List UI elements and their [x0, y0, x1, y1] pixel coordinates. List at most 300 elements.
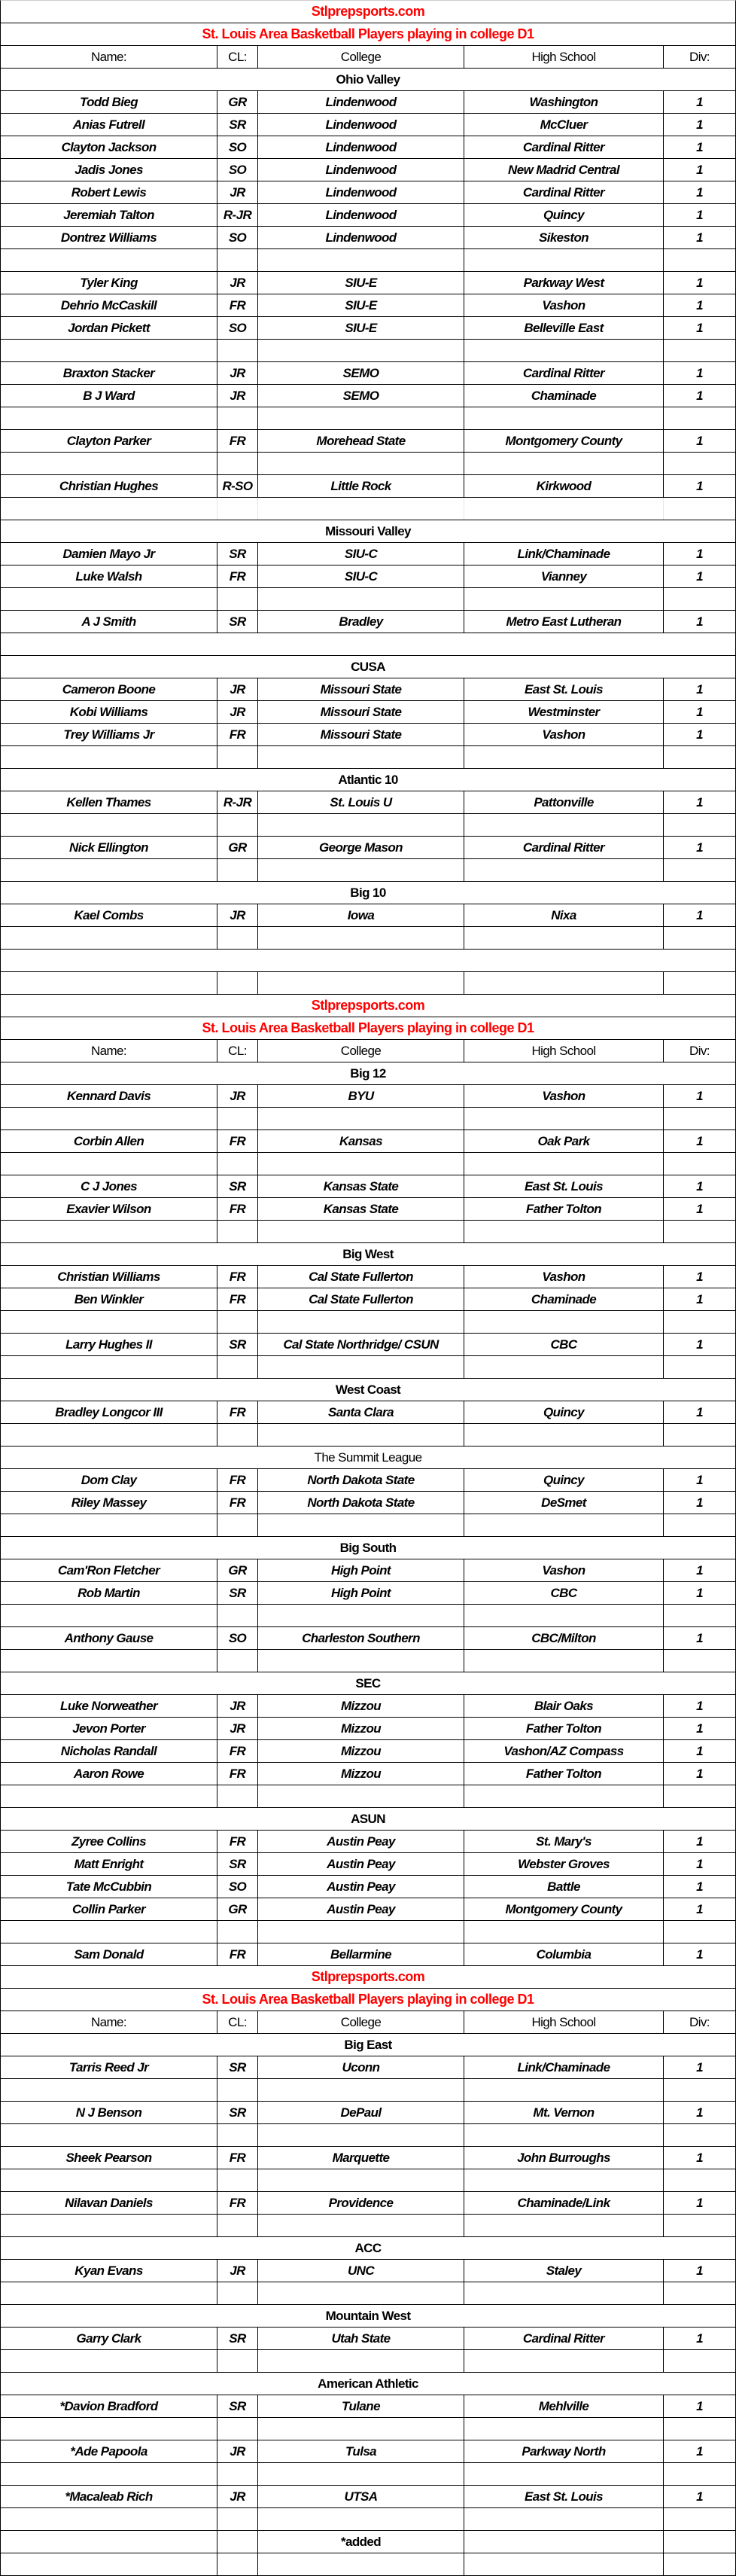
- player-row: [1, 159, 735, 181]
- player-college: Cal State Fullerton: [258, 1288, 464, 1310]
- column-header-div: Div:: [689, 2014, 710, 2029]
- player-name: Garry Clark: [1, 2328, 217, 2349]
- conference-name: Big 10: [350, 885, 386, 900]
- empty-cell: [664, 1650, 735, 1672]
- column-header-college: College: [258, 2011, 464, 2033]
- player-hs: Cardinal Ritter: [464, 2328, 664, 2349]
- player-cl: R-JR: [217, 791, 258, 813]
- conference-heading-row: [1, 1672, 735, 1695]
- player-row: [1, 317, 735, 340]
- player-name: Bradley Longcor III: [1, 1401, 217, 1423]
- player-hs: New Madrid Central: [464, 159, 664, 181]
- player-row: [1, 1853, 735, 1876]
- blank-row: [1, 2418, 735, 2440]
- empty-cell: [664, 1785, 735, 1807]
- empty-cell: [664, 1221, 735, 1242]
- player-name: Nilavan Daniels: [1, 2192, 217, 2214]
- player-row: [1, 1695, 735, 1718]
- conference-heading-row: [1, 882, 735, 904]
- player-div: 1: [696, 1834, 703, 1849]
- empty-cell: [664, 1108, 735, 1129]
- player-hs: Chaminade: [464, 1288, 664, 1310]
- empty-cell: [1, 588, 217, 610]
- blank-row: [1, 1424, 735, 1447]
- empty-cell: [464, 453, 664, 474]
- blank-row: [1, 2508, 735, 2531]
- player-college: Austin Peay: [258, 1831, 464, 1852]
- empty-cell: [664, 2350, 735, 2372]
- player-hs: Washington: [464, 91, 664, 113]
- player-name: Larry Hughes II: [1, 1334, 217, 1355]
- blank-row: [1, 1356, 735, 1379]
- empty-cell: [1, 249, 217, 271]
- empty-cell: [217, 407, 258, 429]
- player-row: [1, 611, 735, 633]
- player-college: UNC: [258, 2260, 464, 2282]
- empty-cell: [464, 972, 664, 994]
- empty-cell: [1, 2531, 217, 2553]
- player-cl: JR: [217, 1718, 258, 1739]
- empty-cell: [464, 2418, 664, 2440]
- blank-row: [1, 2215, 735, 2237]
- player-name: Anias Futrell: [1, 114, 217, 136]
- empty-cell: [258, 249, 464, 271]
- player-name: Nick Ellington: [1, 837, 217, 858]
- player-row: [1, 1334, 735, 1356]
- player-row: [1, 385, 735, 407]
- player-name: B J Ward: [1, 385, 217, 407]
- player-row: [1, 1266, 735, 1288]
- player-hs: Columbia: [464, 1943, 664, 1965]
- empty-cell: [258, 340, 464, 361]
- player-row: [1, 430, 735, 453]
- player-div: 1: [696, 614, 703, 629]
- player-name: Kael Combs: [1, 904, 217, 926]
- sheet-subtitle-row: [1, 23, 735, 46]
- empty-cell: [258, 2124, 464, 2146]
- player-div: 1: [696, 2443, 703, 2459]
- player-college: George Mason: [258, 837, 464, 858]
- player-row: [1, 272, 735, 294]
- empty-cell: [1, 2418, 217, 2440]
- empty-cell: [258, 453, 464, 474]
- player-college: Lindenwood: [258, 114, 464, 136]
- empty-cell: [217, 2124, 258, 2146]
- player-row: [1, 181, 735, 204]
- empty-cell: [664, 814, 735, 836]
- player-row: [1, 294, 735, 317]
- player-row: [1, 2328, 735, 2350]
- player-div: 1: [696, 546, 703, 561]
- player-cl: FR: [217, 566, 258, 587]
- column-header-div: Div:: [689, 49, 710, 64]
- player-cl: JR: [217, 362, 258, 384]
- empty-cell: [1, 950, 735, 971]
- player-name: Kobi Williams: [1, 701, 217, 723]
- player-name: Trey Williams Jr: [1, 724, 217, 745]
- blank-row: [1, 1311, 735, 1334]
- conference-name: Atlantic 10: [338, 772, 398, 787]
- player-name: Collin Parker: [1, 1898, 217, 1920]
- empty-cell: [664, 927, 735, 949]
- empty-cell: [258, 2350, 464, 2372]
- player-hs: East St. Louis: [464, 1175, 664, 1197]
- player-college: High Point: [258, 1559, 464, 1581]
- player-cl: FR: [217, 1763, 258, 1785]
- conference-heading-row: [1, 1062, 735, 1085]
- empty-cell: [1, 1356, 217, 1378]
- empty-cell: [664, 1153, 735, 1175]
- player-name: Damien Mayo Jr: [1, 543, 217, 565]
- player-cl: JR: [217, 2440, 258, 2462]
- player-cl: SR: [217, 611, 258, 633]
- player-div: 1: [696, 1721, 703, 1736]
- player-row: [1, 1831, 735, 1853]
- empty-cell: [664, 1605, 735, 1626]
- player-cl: FR: [217, 1266, 258, 1288]
- player-div: 1: [696, 569, 703, 584]
- empty-cell: [464, 2531, 664, 2553]
- player-name: Braxton Stacker: [1, 362, 217, 384]
- player-div: 1: [696, 1946, 703, 1962]
- player-hs: Vashon: [464, 294, 664, 316]
- player-college: Lindenwood: [258, 227, 464, 248]
- empty-cell: [1, 1108, 217, 1129]
- player-div: 1: [696, 94, 703, 109]
- site-title-row: [1, 1966, 735, 1989]
- player-cl: SR: [217, 2102, 258, 2123]
- empty-cell: [1, 814, 217, 836]
- player-row: [1, 2260, 735, 2282]
- player-cl: JR: [217, 385, 258, 407]
- player-hs: Cardinal Ritter: [464, 181, 664, 203]
- player-name: Clayton Jackson: [1, 136, 217, 158]
- player-college: Missouri State: [258, 724, 464, 745]
- empty-cell: [664, 2169, 735, 2191]
- empty-cell: [464, 1605, 664, 1626]
- empty-cell: [464, 407, 664, 429]
- empty-cell: [217, 453, 258, 474]
- empty-cell: [664, 2418, 735, 2440]
- empty-cell: [664, 1921, 735, 1943]
- player-college: Santa Clara: [258, 1401, 464, 1423]
- empty-cell: [664, 498, 735, 520]
- blank-row: [1, 2463, 735, 2486]
- player-name: Rob Martin: [1, 1582, 217, 1604]
- player-div: 1: [696, 727, 703, 742]
- player-college: Missouri State: [258, 701, 464, 723]
- player-row: [1, 1718, 735, 1740]
- player-college: Lindenwood: [258, 204, 464, 226]
- empty-cell: [464, 1424, 664, 1446]
- empty-cell: [217, 1221, 258, 1242]
- empty-cell: [1, 498, 217, 520]
- site-title: Stlprepsports.com: [311, 4, 425, 19]
- player-cl: SO: [217, 227, 258, 248]
- sheet-subtitle-row: [1, 1017, 735, 1040]
- player-hs: Chaminade/Link: [464, 2192, 664, 2214]
- player-div: 1: [696, 2105, 703, 2120]
- empty-cell: [664, 1514, 735, 1536]
- column-header-name: Name:: [1, 1040, 217, 1062]
- player-cl: FR: [217, 1130, 258, 1152]
- empty-cell: [464, 1356, 664, 1378]
- conference-heading-row: [1, 2237, 735, 2260]
- player-row: [1, 204, 735, 227]
- empty-cell: [217, 2282, 258, 2304]
- player-div: 1: [696, 1088, 703, 1103]
- blank-row: [1, 1650, 735, 1672]
- player-div: 1: [696, 365, 703, 380]
- empty-cell: [258, 1424, 464, 1446]
- player-div: 1: [696, 1133, 703, 1148]
- player-name: Cam'Ron Fletcher: [1, 1559, 217, 1581]
- empty-cell: [664, 2531, 735, 2553]
- conference-name: The Summit League: [314, 1450, 422, 1465]
- player-name: Ben Winkler: [1, 1288, 217, 1310]
- conference-heading-row: [1, 69, 735, 91]
- player-row: [1, 678, 735, 701]
- player-college: Mizzou: [258, 1718, 464, 1739]
- player-row: [1, 1763, 735, 1785]
- player-div: 1: [696, 1585, 703, 1600]
- player-cl: FR: [217, 1401, 258, 1423]
- player-name: Christian Hughes: [1, 475, 217, 497]
- player-hs: Quincy: [464, 1401, 664, 1423]
- empty-cell: [217, 1108, 258, 1129]
- empty-cell: [1, 1311, 217, 1333]
- empty-cell: [464, 859, 664, 881]
- empty-cell: [464, 1311, 664, 1333]
- empty-cell: [1, 1153, 217, 1175]
- player-cl: SO: [217, 159, 258, 181]
- empty-cell: [664, 859, 735, 881]
- column-header-cl: CL:: [217, 46, 258, 68]
- player-college: SEMO: [258, 385, 464, 407]
- blank-row: [1, 249, 735, 272]
- player-row: [1, 724, 735, 746]
- empty-cell: [217, 1605, 258, 1626]
- player-hs: CBC/Milton: [464, 1627, 664, 1649]
- player-hs: Mt. Vernon: [464, 2102, 664, 2123]
- blank-row: [1, 407, 735, 430]
- site-title-row: [1, 995, 735, 1017]
- column-header-cl: CL:: [217, 1040, 258, 1062]
- empty-cell: [464, 1650, 664, 1672]
- player-college: Morehead State: [258, 430, 464, 452]
- empty-cell: [464, 2350, 664, 2372]
- player-hs: Montgomery County: [464, 1898, 664, 1920]
- empty-cell: [217, 2418, 258, 2440]
- player-name: Exavier Wilson: [1, 1198, 217, 1220]
- empty-cell: [217, 498, 258, 520]
- empty-cell: [258, 1311, 464, 1333]
- player-hs: Link/Chaminade: [464, 2056, 664, 2078]
- empty-cell: [217, 340, 258, 361]
- player-name: Zyree Collins: [1, 1831, 217, 1852]
- empty-cell: [664, 340, 735, 361]
- player-college: UTSA: [258, 2486, 464, 2507]
- player-college: Uconn: [258, 2056, 464, 2078]
- player-cl: GR: [217, 837, 258, 858]
- player-name: N J Benson: [1, 2102, 217, 2123]
- player-name: Nicholas Randall: [1, 1740, 217, 1762]
- empty-cell: [258, 2079, 464, 2101]
- player-hs: Staley: [464, 2260, 664, 2282]
- empty-cell: [664, 2282, 735, 2304]
- player-row: [1, 2147, 735, 2169]
- player-div: 1: [696, 1562, 703, 1578]
- conference-name: Ohio Valley: [336, 72, 400, 87]
- empty-cell: [464, 2553, 664, 2575]
- blank-row: [1, 859, 735, 882]
- blank-row: [1, 1153, 735, 1175]
- blank-row: [1, 1605, 735, 1627]
- player-row: [1, 1559, 735, 1582]
- empty-cell: [664, 2215, 735, 2236]
- column-header-hs: High School: [464, 2011, 664, 2033]
- blank-row: [1, 1108, 735, 1130]
- empty-cell: [217, 746, 258, 768]
- blank-row: [1, 633, 735, 656]
- conference-heading-row: [1, 656, 735, 678]
- empty-cell: [464, 1785, 664, 1807]
- player-div: 1: [696, 433, 703, 448]
- empty-cell: [258, 814, 464, 836]
- player-row: [1, 362, 735, 385]
- empty-cell: [464, 2215, 664, 2236]
- empty-cell: [258, 972, 464, 994]
- empty-cell: [258, 746, 464, 768]
- player-div: 1: [696, 1472, 703, 1487]
- player-hs: Westminster: [464, 701, 664, 723]
- player-name: *Ade Papoola: [1, 2440, 217, 2462]
- blank-row: [1, 588, 735, 611]
- column-header-row: [1, 2011, 735, 2034]
- empty-cell: [464, 2169, 664, 2191]
- empty-cell: [664, 1424, 735, 1446]
- column-header-hs: High School: [464, 1040, 664, 1062]
- player-div: 1: [696, 1291, 703, 1306]
- player-cl: FR: [217, 1492, 258, 1514]
- blank-row: [1, 2124, 735, 2147]
- player-college: Lindenwood: [258, 181, 464, 203]
- empty-cell: [664, 1311, 735, 1333]
- empty-cell: [1, 340, 217, 361]
- conference-heading-row: [1, 1243, 735, 1266]
- conference-heading-row: [1, 2034, 735, 2056]
- player-cl: FR: [217, 1469, 258, 1491]
- empty-cell: [217, 588, 258, 610]
- player-div: 1: [696, 1178, 703, 1193]
- empty-cell: [217, 2463, 258, 2485]
- player-cl: FR: [217, 294, 258, 316]
- player-hs: Vashon: [464, 724, 664, 745]
- blank-row: [1, 927, 735, 950]
- blank-row: [1, 1785, 735, 1808]
- player-hs: Pattonville: [464, 791, 664, 813]
- player-cl: FR: [217, 2192, 258, 2214]
- player-hs: CBC: [464, 1582, 664, 1604]
- player-row: [1, 1085, 735, 1108]
- empty-cell: [464, 2463, 664, 2485]
- conference-heading-row: [1, 1379, 735, 1401]
- conference-name: ASUN: [351, 1811, 385, 1826]
- conference-name: Big South: [339, 1540, 397, 1555]
- player-college: SIU-E: [258, 317, 464, 339]
- blank-row: [1, 972, 735, 995]
- player-row: [1, 2102, 735, 2124]
- player-cl: JR: [217, 1695, 258, 1717]
- empty-cell: [217, 1356, 258, 1378]
- empty-cell: [464, 2124, 664, 2146]
- blank-row: [1, 453, 735, 475]
- player-div: 1: [696, 2195, 703, 2210]
- player-college: Kansas State: [258, 1198, 464, 1220]
- player-college: SIU-E: [258, 294, 464, 316]
- empty-cell: [664, 249, 735, 271]
- player-name: Dom Clay: [1, 1469, 217, 1491]
- player-cl: JR: [217, 2486, 258, 2507]
- empty-cell: [258, 859, 464, 881]
- player-college: Tulane: [258, 2395, 464, 2417]
- player-hs: Parkway North: [464, 2440, 664, 2462]
- player-college: Missouri State: [258, 678, 464, 700]
- player-cl: SR: [217, 1582, 258, 1604]
- player-hs: Parkway West: [464, 272, 664, 294]
- player-hs: Cardinal Ritter: [464, 136, 664, 158]
- player-cl: GR: [217, 1898, 258, 1920]
- player-div: 1: [696, 388, 703, 403]
- empty-cell: [258, 2553, 464, 2575]
- empty-cell: [217, 2531, 258, 2553]
- empty-cell: [258, 1221, 464, 1242]
- player-hs: East St. Louis: [464, 678, 664, 700]
- player-name: Sheek Pearson: [1, 2147, 217, 2169]
- empty-cell: [464, 340, 664, 361]
- player-hs: Belleville East: [464, 317, 664, 339]
- player-row: [1, 91, 735, 114]
- empty-cell: [464, 2508, 664, 2530]
- player-college: Mizzou: [258, 1695, 464, 1717]
- player-cl: JR: [217, 678, 258, 700]
- player-college: Little Rock: [258, 475, 464, 497]
- empty-cell: [258, 2508, 464, 2530]
- player-name: A J Smith: [1, 611, 217, 633]
- empty-cell: [1, 2553, 217, 2575]
- empty-cell: [1, 2215, 217, 2236]
- player-name: Aaron Rowe: [1, 1763, 217, 1785]
- blank-row: [1, 746, 735, 769]
- empty-cell: [258, 1153, 464, 1175]
- player-cl: SR: [217, 2395, 258, 2417]
- player-div: 1: [696, 840, 703, 855]
- player-hs: John Burroughs: [464, 2147, 664, 2169]
- empty-cell: [464, 927, 664, 949]
- player-hs: Kirkwood: [464, 475, 664, 497]
- empty-cell: [217, 249, 258, 271]
- footnote-added: *added: [258, 2531, 464, 2553]
- player-div: 1: [696, 184, 703, 200]
- player-div: 1: [696, 1766, 703, 1781]
- player-div: 1: [696, 907, 703, 922]
- player-cl: SO: [217, 1627, 258, 1649]
- empty-cell: [1, 1514, 217, 1536]
- column-header-row: [1, 46, 735, 69]
- player-hs: Quincy: [464, 204, 664, 226]
- site-title: Stlprepsports.com: [311, 1969, 425, 1984]
- player-college: Lindenwood: [258, 136, 464, 158]
